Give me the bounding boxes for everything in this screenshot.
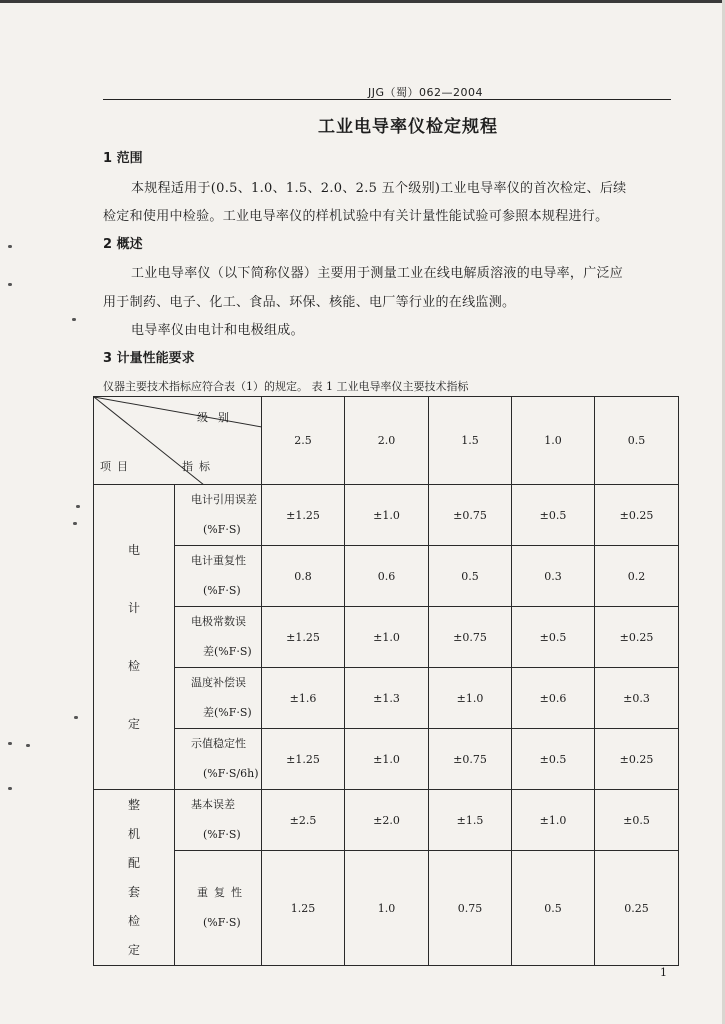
value-cell: ±0.25 <box>595 485 679 546</box>
group-char: 定 <box>127 943 140 957</box>
value-cell: 0.6 <box>345 546 429 607</box>
standard-code: JJG（蜀）062—2004 <box>368 86 484 99</box>
table-caption: 仪器主要技术指标应符合表（1）的规定。 表 1 工业电导率仪主要技术指标 <box>103 380 469 393</box>
section-3-heading: 3 计量性能要求 <box>103 351 195 366</box>
indicator-name: 重复性 <box>197 886 248 899</box>
indicator-cell <box>175 790 262 851</box>
level-header: 1.5 <box>429 397 512 485</box>
section-1-line-1: 本规程适用于(0.5、1.0、1.5、2.0、2.5 五个级别)工业电导率仪的首次检定、后续 <box>131 181 627 196</box>
value-cell: ±1.0 <box>429 668 512 729</box>
value-cell: ±1.3 <box>345 668 429 729</box>
group-char: 检 <box>127 659 140 673</box>
group-char: 检 <box>127 914 140 928</box>
group-spacer <box>94 927 174 944</box>
group-spacer <box>94 811 174 828</box>
group-spacer <box>94 840 174 857</box>
spec-table <box>93 396 679 966</box>
corner-level-label: 级别 <box>197 411 239 424</box>
scan-top-edge <box>0 0 725 3</box>
value-cell: ±1.0 <box>345 729 429 790</box>
corner-indicator-label: 指标 <box>182 460 216 473</box>
page-number: 1 <box>660 966 667 979</box>
group-spacer <box>94 898 174 915</box>
indicator-cell <box>175 851 262 966</box>
group-char: 整 <box>127 798 140 812</box>
scan-speck <box>8 787 12 790</box>
indicator-cell <box>175 668 262 729</box>
indicator-unit: (%F·S) <box>203 828 241 841</box>
value-cell: 0.3 <box>512 546 595 607</box>
section-2-line-3: 电导率仪由电计和电极组成。 <box>131 323 304 338</box>
table-row <box>94 546 679 607</box>
indicator-cell <box>175 729 262 790</box>
group-system-verification <box>94 790 175 966</box>
value-cell: ±0.25 <box>595 729 679 790</box>
value-cell: ±1.25 <box>262 729 345 790</box>
group-char: 计 <box>127 601 140 615</box>
group-meter-verification <box>94 485 175 790</box>
value-cell: ±0.5 <box>595 790 679 851</box>
value-cell: ±0.25 <box>595 607 679 668</box>
group-char: 套 <box>127 885 140 899</box>
group-char: 电 <box>127 543 140 557</box>
value-cell: 1.0 <box>345 851 429 966</box>
indicator-cell <box>175 485 262 546</box>
value-cell: ±0.75 <box>429 485 512 546</box>
indicator-name: 电计引用误差 <box>191 493 257 506</box>
value-cell: ±0.6 <box>512 668 595 729</box>
group-spacer <box>94 556 174 602</box>
group-spacer <box>94 672 174 718</box>
scan-speck <box>74 716 78 719</box>
indicator-unit: 差(%F·S) <box>203 645 252 658</box>
value-cell: ±1.25 <box>262 485 345 546</box>
value-cell: 0.75 <box>429 851 512 966</box>
value-cell: ±0.75 <box>429 607 512 668</box>
table-row <box>94 668 679 729</box>
indicator-unit: 差(%F·S) <box>203 706 252 719</box>
value-cell: ±0.3 <box>595 668 679 729</box>
indicator-name: 基本误差 <box>191 798 235 811</box>
table-row <box>94 790 679 851</box>
level-header: 2.0 <box>345 397 429 485</box>
value-cell: ±0.5 <box>512 607 595 668</box>
group-spacer <box>94 614 174 660</box>
indicator-name: 电计重复性 <box>191 554 246 567</box>
value-cell: ±1.5 <box>429 790 512 851</box>
value-cell: ±0.75 <box>429 729 512 790</box>
table-row <box>94 729 679 790</box>
value-cell: ±1.0 <box>345 607 429 668</box>
section-2-line-1: 工业电导率仪（以下简称仪器）主要用于测量工业在线电解质溶液的电导率，广泛应 <box>131 266 624 281</box>
value-cell: ±1.6 <box>262 668 345 729</box>
indicator-cell <box>175 546 262 607</box>
scan-speck <box>73 522 77 525</box>
level-header: 1.0 <box>512 397 595 485</box>
scan-speck <box>8 283 12 286</box>
table-header-row <box>94 397 679 485</box>
indicator-unit: (%F·S) <box>203 523 241 536</box>
indicator-cell <box>175 607 262 668</box>
group-char: 机 <box>127 827 140 841</box>
table-row <box>94 851 679 966</box>
table-corner-cell <box>94 397 262 485</box>
scan-speck <box>72 318 76 321</box>
value-cell: 0.5 <box>512 851 595 966</box>
value-cell: ±2.0 <box>345 790 429 851</box>
table-row <box>94 607 679 668</box>
indicator-name: 电极常数误 <box>191 615 246 628</box>
scan-speck <box>8 245 12 248</box>
scan-speck <box>26 744 30 747</box>
section-2-line-2: 用于制药、电子、化工、食品、环保、核能、电厂等行业的在线监测。 <box>103 295 516 310</box>
indicator-name: 示值稳定性 <box>191 737 246 750</box>
group-char: 配 <box>127 856 140 870</box>
indicator-unit: (%F·S) <box>203 916 241 929</box>
scan-speck <box>8 742 12 745</box>
value-cell: ±1.25 <box>262 607 345 668</box>
header-rule <box>103 99 671 100</box>
level-header: 2.5 <box>262 397 345 485</box>
level-header: 0.5 <box>595 397 679 485</box>
value-cell: ±1.0 <box>345 485 429 546</box>
value-cell: ±1.0 <box>512 790 595 851</box>
group-spacer <box>94 869 174 886</box>
value-cell: 1.25 <box>262 851 345 966</box>
indicator-unit: (%F·S/6h) <box>203 767 259 780</box>
value-cell: ±0.5 <box>512 485 595 546</box>
document-title: 工业电导率仪检定规程 <box>318 117 498 137</box>
table-row <box>94 485 679 546</box>
value-cell: ±2.5 <box>262 790 345 851</box>
value-cell: 0.8 <box>262 546 345 607</box>
section-1-heading: 1 范围 <box>103 151 143 166</box>
value-cell: ±0.5 <box>512 729 595 790</box>
corner-item-label: 项目 <box>100 460 134 473</box>
section-2-heading: 2 概述 <box>103 237 143 252</box>
group-char: 定 <box>127 717 140 731</box>
value-cell: 0.5 <box>429 546 512 607</box>
section-1-line-2: 检定和使用中检验。工业电导率仪的样机试验中有关计量性能试验可参照本规程进行。 <box>103 209 609 224</box>
scan-speck <box>76 505 80 508</box>
value-cell: 0.2 <box>595 546 679 607</box>
indicator-unit: (%F·S) <box>203 584 241 597</box>
value-cell: 0.25 <box>595 851 679 966</box>
indicator-name: 温度补偿误 <box>191 676 246 689</box>
